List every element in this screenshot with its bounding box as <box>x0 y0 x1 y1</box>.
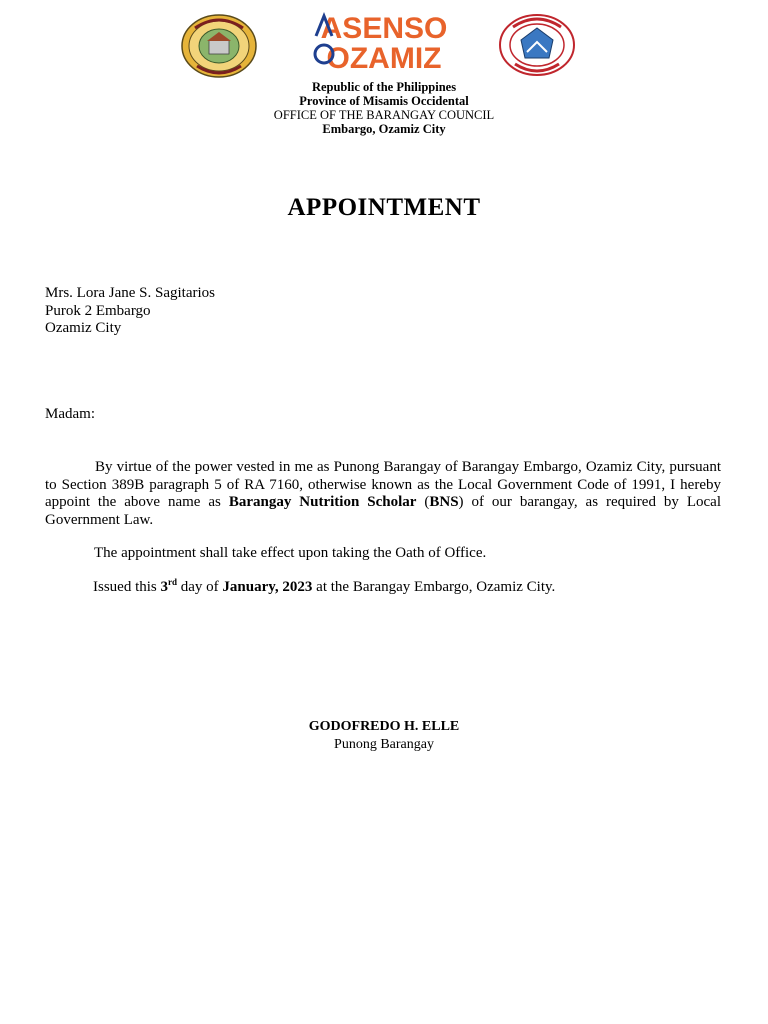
logo-line2: OZAMIZ <box>326 42 442 72</box>
body-paragraph-effectivity: The appointment shall take effect upon taking the Oath of Office. <box>94 545 487 561</box>
body-paragraph-issued <box>45 579 721 597</box>
p3-day-suffix: rd <box>168 577 177 587</box>
p3-text-2: day of <box>177 579 223 595</box>
signatory-name: GODOFREDO H. ELLE <box>308 719 460 734</box>
body-paragraph-appointment <box>45 459 721 529</box>
addressee-address-line1: Purok 2 Embargo <box>45 302 151 319</box>
header-line-republic: Republic of the Philippines <box>311 80 457 94</box>
p1-position-abbrev: BNS <box>429 494 459 510</box>
document-title: APPOINTMENT <box>287 194 481 221</box>
addressee-name: Mrs. Lora Jane S. Sagitarios <box>45 285 215 301</box>
p3-date: January, 2023 <box>222 579 313 595</box>
header-line-location: Embargo, Ozamiz City <box>322 122 446 136</box>
addressee-address-line2: Ozamiz City <box>45 320 122 336</box>
barangay-seal-logo <box>181 14 257 78</box>
p1-position-title: Barangay Nutrition Scholar <box>228 494 417 510</box>
p3-day <box>161 579 178 595</box>
header-line-province: Province of Misamis Occidental <box>299 94 469 108</box>
p1-text-3: ) of our barangay, as required by Local Government Law. <box>45 494 721 528</box>
header-line-office: OFFICE OF THE BARANGAY COUNCIL <box>273 108 495 122</box>
office-header <box>0 80 768 136</box>
salutation: Madam: <box>45 406 95 422</box>
p1-text-2: ( <box>416 494 430 510</box>
signatory-position: Punong Barangay <box>334 737 434 752</box>
p3-text-3: at the Barangay Embargo, Ozamiz City. <box>312 579 556 595</box>
signature-block <box>0 718 768 754</box>
p3-text-1: Issued this <box>93 579 161 595</box>
city-seal-logo <box>499 14 575 76</box>
p1-text-1: By virtue of the power vested in me as Punong Barangay of Barangay Embargo, Ozamiz City, pursuant to Section 389B paragraph 5 of RA 7160, otherwise known as the Local Government Code of 1991, I hereby appoint the above name as <box>45 459 721 510</box>
asenso-ozamiz-logo <box>308 10 460 72</box>
p3-day-number: 3 <box>160 579 168 595</box>
logo-line1: ASENSO <box>320 12 448 45</box>
addressee-block <box>45 285 215 338</box>
